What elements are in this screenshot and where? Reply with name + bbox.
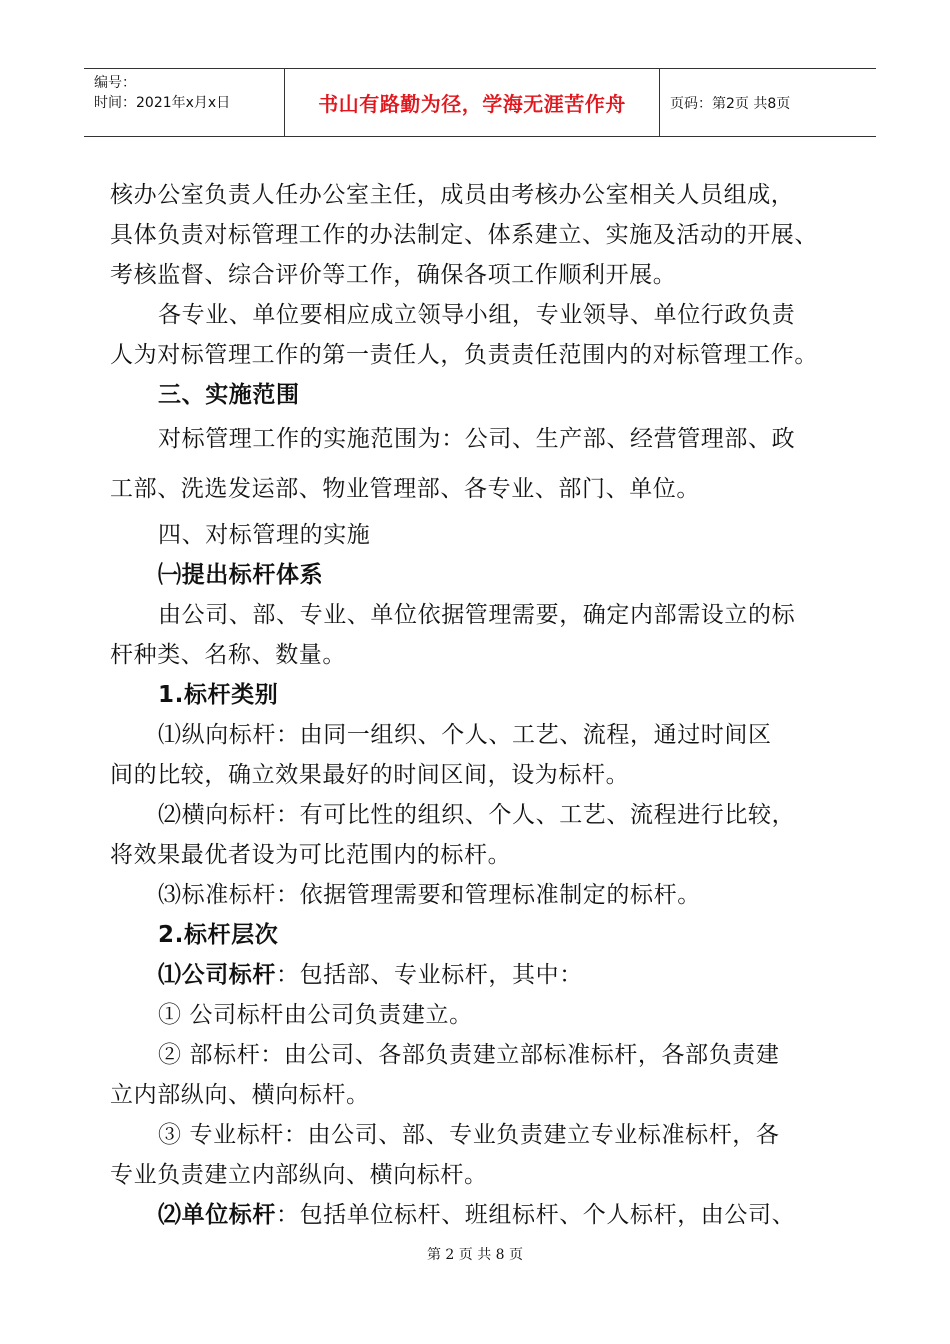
page-info: 页码：第2页 共8页 [670,95,791,112]
paragraph-line: 考核监督、综合评价等工作，确保各项工作顺利开展。 [110,262,677,288]
paragraph-line [158,1196,795,1229]
paragraph-line: 专业负责建立内部纵向、横向标杆。 [110,1162,488,1188]
header-meta [84,69,284,136]
number-label: 编号： [94,75,136,91]
paragraph-line: 各专业、单位要相应成立领导小组，专业领导、单位行政负责 [158,302,796,328]
paragraph-line: ⑶标准标杆：依据管理需要和管理标准制定的标杆。 [158,882,701,908]
paragraph-line: ③ 专业标杆：由公司、部、专业负责建立专业标准标杆，各 [158,1122,780,1148]
page-footer: 第 2 页 共 8 页 [426,1247,524,1263]
time-label: 时间：2021年x月x日 [94,95,231,111]
term-label: ⑴公司标杆 [158,962,276,988]
header-motto-cell [284,69,660,136]
paragraph-line: ⑵横向标杆：有可比性的组织、个人、工艺、流程进行比较， [158,802,796,828]
paragraph-line: 杆种类、名称、数量。 [110,642,346,668]
paragraph-line: 核办公室负责人任办公室主任，成员由考核办公室相关人员组成， [110,182,795,208]
paragraph-line: 由公司、部、专业、单位依据管理需要，确定内部需设立的标 [158,602,796,628]
paragraph-line [158,956,583,989]
page-header [84,68,876,137]
subsection-heading: 1.标杆类别 [158,682,279,708]
paragraph-line: 立内部纵向、横向标杆。 [110,1082,370,1108]
section-heading: 三、实施范围 [158,382,300,408]
term-text: ：包括部、专业标杆，其中： [276,962,583,988]
paragraph-line: ① 公司标杆由公司负责建立。 [158,1002,473,1028]
term-label: ⑵单位标杆 [158,1202,276,1228]
subsection-heading: ㈠提出标杆体系 [158,562,324,588]
paragraph-line: 具体负责对标管理工作的办法制定、体系建立、实施及活动的开展、 [110,222,818,248]
paragraph-line: 对标管理工作的实施范围为：公司、生产部、经营管理部、政 [158,426,796,452]
paragraph-line: 间的比较，确立效果最好的时间区间，设为标杆。 [110,762,630,788]
paragraph-line: 工部、洗选发运部、物业管理部、各专业、部门、单位。 [110,476,700,502]
subsection-heading: 2.标杆层次 [158,922,279,948]
paragraph-line: ② 部标杆：由公司、各部负责建立部标准标杆，各部负责建 [158,1042,780,1068]
section-heading: 四、对标管理的实施 [158,522,371,548]
term-text: ：包括单位标杆、班组标杆、个人标杆，由公司、 [276,1202,796,1228]
paragraph-line: 将效果最优者设为可比范围内的标杆。 [110,842,512,868]
paragraph-line: 人为对标管理工作的第一责任人，负责责任范围内的对标管理工作。 [110,342,818,368]
header-page-cell [660,69,876,136]
paragraph-line: ⑴纵向标杆：由同一组织、个人、工艺、流程，通过时间区 [158,722,772,748]
motto-text: 书山有路勤为径，学海无涯苦作舟 [318,92,626,116]
